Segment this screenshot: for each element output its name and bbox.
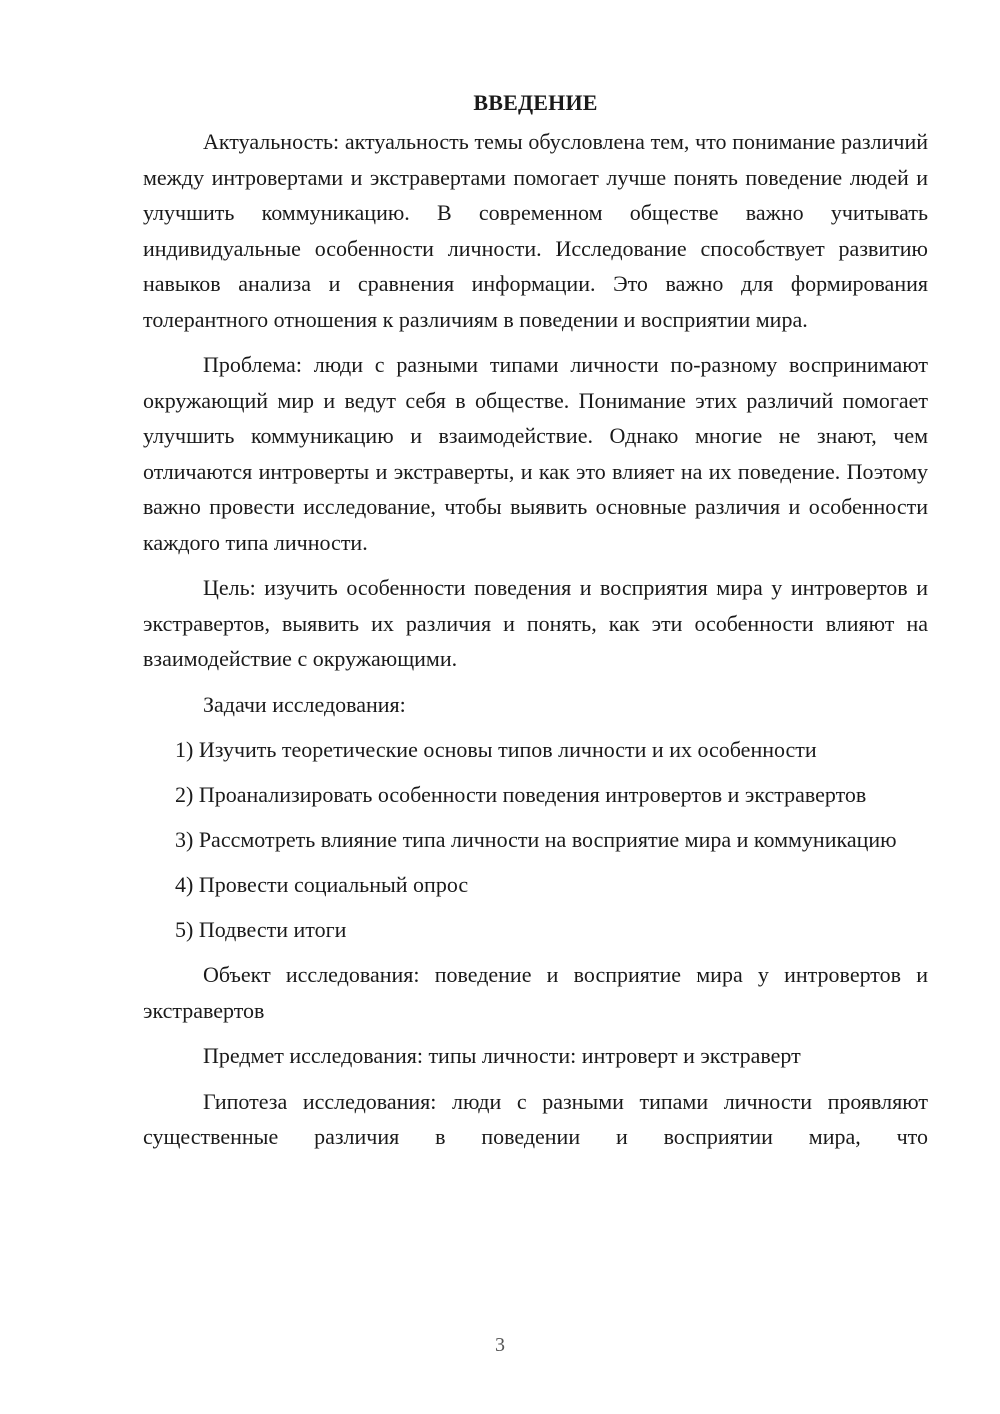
subject-paragraph: Предмет исследования: типы личности: интроверт и экстраверт xyxy=(203,1043,801,1068)
task-item-5: 5) Подвести итоги xyxy=(175,917,347,942)
document-page xyxy=(143,88,928,1165)
task-item-4: 4) Провести социальный опрос xyxy=(175,872,469,897)
hypothesis-paragraph: Гипотеза исследования: люди с разными типами личности проявляют существенные различия в поведении и восприятии мира, что xyxy=(143,1088,928,1149)
tasks-heading: Задачи исследования: xyxy=(203,691,406,717)
page-number: 3 xyxy=(495,1334,505,1356)
task-item-2: 2) Проанализировать особенности поведения интровертов и экстравертов xyxy=(175,782,867,807)
relevance-paragraph: Актуальность: актуальность темы обусловлена тем, что понимание различий между интровертами и экстравертами помогает лучше понять поведение людей и улучшить коммуникацию. В современном обществе важно учитывать индивидуальные особенности личности. Исследование способствует развитию навыков анализа и сравнения информации. Это важно для формирования толерантного отношения к различиям в поведении и восприятии мира. xyxy=(143,129,928,332)
goal-paragraph: Цель: изучить особенности поведения и восприятия мира у интровертов и экстравертов, выявить их различия и понять, как эти особенности влияют на взаимодействие с окружающими. xyxy=(143,575,928,671)
object-paragraph: Объект исследования: поведение и восприятие мира у интровертов и экстравертов xyxy=(143,962,928,1023)
task-item-1: 1) Изучить теоретические основы типов личности и их особенности xyxy=(175,737,817,762)
section-title: ВВЕДЕНИЕ xyxy=(473,90,598,115)
task-item-3: 3) Рассмотреть влияние типа личности на восприятие мира и коммуникацию xyxy=(175,827,897,852)
problem-paragraph: Проблема: люди с разными типами личности по-разному воспринимают окружающий мир и ведут себя в обществе. Понимание этих различий помогает улучшить коммуникацию и взаимодействие. Однако многие не знают, чем отличаются интроверты и экстраверты, и как это влияет на их поведение. Поэтому важно провести исследование, чтобы выявить основные различия и особенности каждого типа личности. xyxy=(143,352,928,555)
